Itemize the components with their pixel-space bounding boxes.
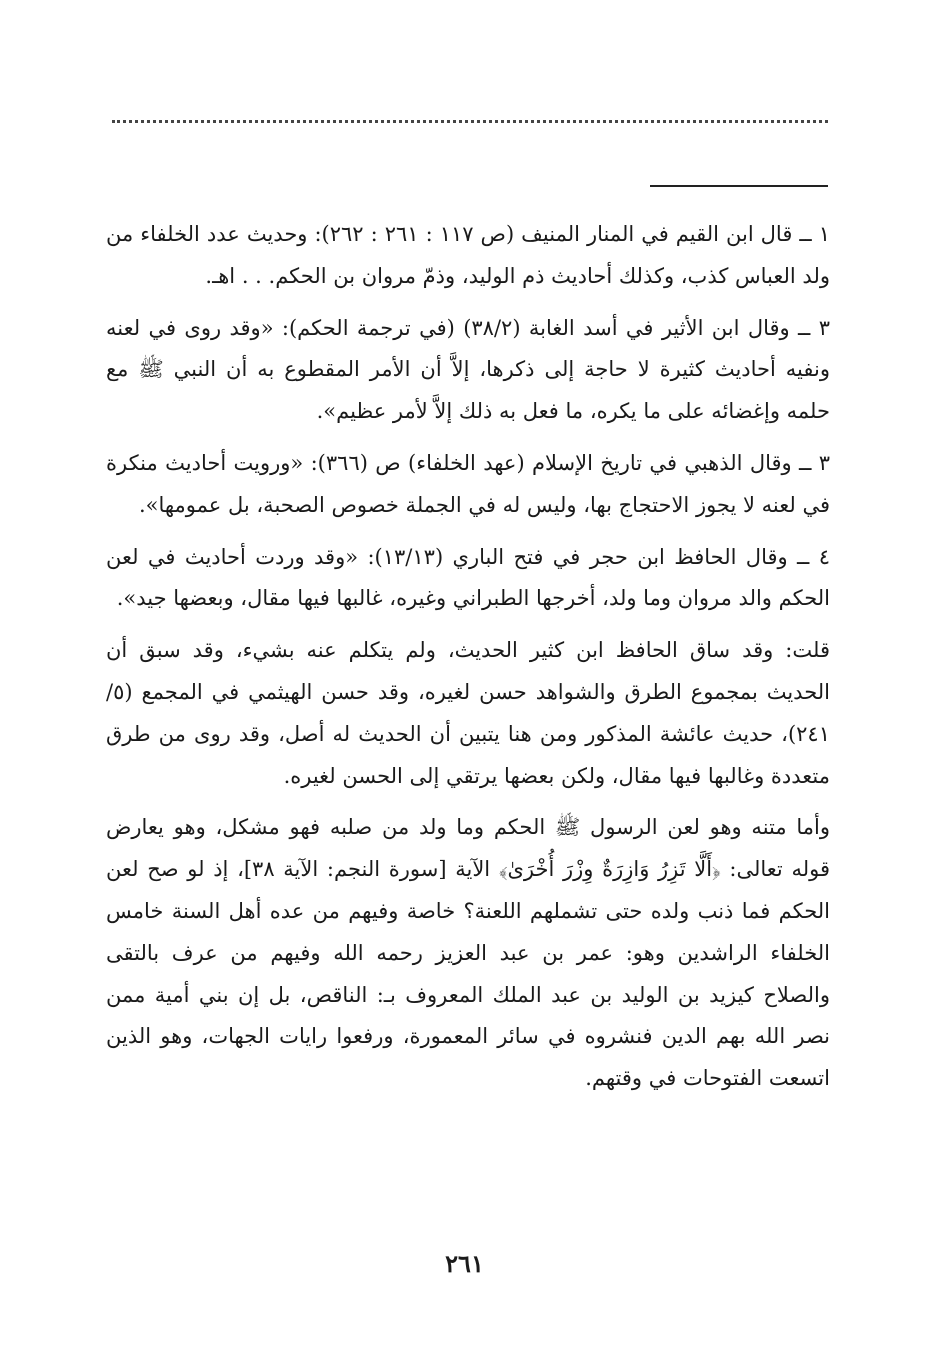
page-text (106, 214, 830, 1100)
footnote-rule (650, 185, 828, 187)
dotted-separator (112, 120, 828, 123)
page-number: ٢٦١ (445, 1249, 484, 1278)
footnote-1: ١ ــ قال ابن القيم في المنار المنيف (ص ١١٧ : ٢٦١ : ٢٦٢): وحديث عدد الخلفاء من ولد العباس كذب، وكذلك أحاديث ذم الوليد، وذمّ مروان بن الحكم. . . اهـ. (106, 222, 830, 288)
footnote-4: ٤ ــ وقال الحافظ ابن حجر في فتح الباري (١٣/١٣): «وقد وردت أحاديث في لعن الحكم والد مروان وما ولد، أخرجها الطبراني وغيره، غالبها فيها مقال، وبعضها جيد». (106, 544, 831, 611)
footnote-2: ٣ ــ وقال ابن الأثير في أسد الغابة (٣٨/٢) (في ترجمة الحكم): «وقد روى في لعنه ونفيه أحاديث كثيرة لا حاجة إلى ذكرها، إلاَّ أن الأمر المقطوع به أن النبي ﷺ مع حلمه وإغضائه على ما يكره، ما فعل به ذلك إلاَّ لأمر عظيم». (106, 315, 830, 424)
body-paragraph-1: قلت: وقد ساق الحافظ ابن كثير الحديث، ولم يتكلم عنه بشيء، وقد سبق أن الحديث بمجموع الطرق والشواهد حسن لغيره، وقد حسن الهيثمي في المجمع (٥/ ٢٤١)، حديث عائشة المذكور ومن هنا يتبين أن الحديث له أصل، وقد روى من طرق متعددة وغالبها فيها مقال، ولكن بعضها يرتقي إلى الحسن لغيره. (106, 638, 830, 788)
footnote-3: ٣ ــ وقال الذهبي في تاريخ الإسلام (عهد الخلفاء) ص (٣٦٦): «ورويت أحاديث منكرة في لعنه لا يجوز الاحتجاج بها، وليس له في الجملة خصوص الصحبة، بل عمومها». (106, 450, 830, 517)
body-paragraph-2: وأما متنه وهو لعن الرسول ﷺ الحكم وما ولد من صلبه فهو مشكل، وهو يعارض قوله تعالى: ﴿أَلَّا تَزِرُ وَازِرَةٌ وِزْرَ أُخْرَىٰ﴾ الآية [سورة النجم: الآية ٣٨]، إذ لو صح لعن الحكم فما ذنب ولده حتى تشملهم اللعنة؟ خاصة وفيهم من عده أهل السنة خامس الخلفاء الراشدين وهو: عمر بن عبد العزيز رحمه الله وفيهم من عرف بالتقى والصلاح كيزيد بن الوليد بن عبد الملك المعروف بـ: الناقص، بل إن بني أمية ممن نصر الله بهم الدين فنشروه في سائر المعمورة، ورفعوا رايات الجهات، وهو الذين اتسعت الفتوحات في وقتهم. (106, 815, 831, 1091)
